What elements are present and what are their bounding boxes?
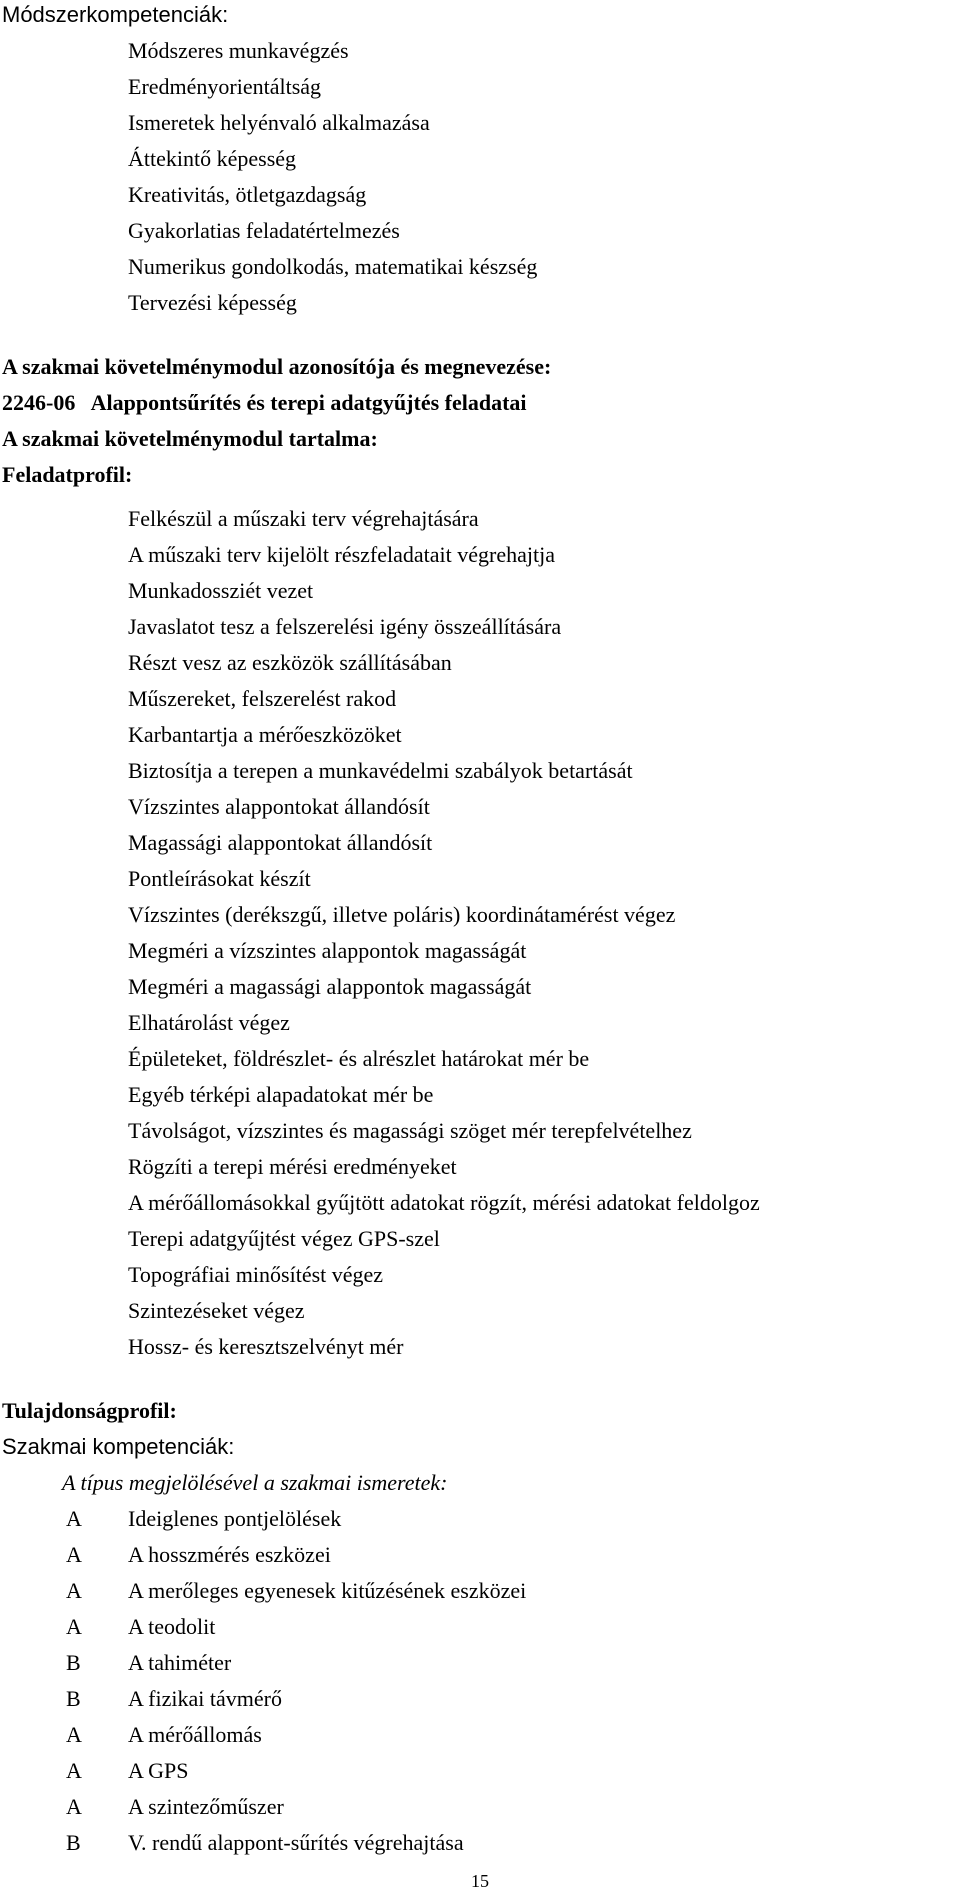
knowledge-item-text: V. rendű alappont-sűrítés végrehajtása (128, 1830, 464, 1855)
professional-competences-heading: Szakmai kompetenciák: (2, 1434, 235, 1459)
knowledge-item-text: A teodolit (128, 1614, 216, 1639)
task-profile-item: Szintezéseket végez (128, 1298, 305, 1323)
knowledge-type-code: B (66, 1650, 81, 1675)
task-profile-item: Egyéb térképi alapadatokat mér be (128, 1082, 434, 1107)
task-profile-item: Műszereket, felszerelést rakod (128, 686, 397, 711)
method-competence-item: Áttekintő képesség (128, 146, 297, 171)
method-competence-item: Tervezési képesség (128, 290, 297, 315)
task-profile-item: Megméri a vízszintes alappontok magasságát (128, 938, 527, 963)
task-profile-item: Hossz- és keresztszelvényt mér (128, 1334, 404, 1359)
knowledge-item-text: A mérőállomás (128, 1722, 262, 1747)
module-id-line: 2246-06 Alappontsűrítés és terepi adatgyűjtés feladatai (2, 390, 527, 415)
knowledge-type-code: B (66, 1830, 81, 1855)
method-competence-item: Kreativitás, ötletgazdagság (128, 182, 367, 207)
task-profile-item: Munkadossziét vezet (128, 578, 314, 603)
property-profile-heading: Tulajdonságprofil: (2, 1398, 177, 1423)
knowledge-item-text: A szintezőműszer (128, 1794, 284, 1819)
task-profile-item: Topográfiai minősítést végez (128, 1262, 384, 1287)
task-profile-item: Magassági alappontokat állandósít (128, 830, 433, 855)
module-id-heading: A szakmai követelménymodul azonosítója és megnevezése: (2, 354, 552, 379)
knowledge-type-code: A (66, 1614, 82, 1639)
task-profile-item: A műszaki terv kijelölt részfeladatait végrehajtja (128, 542, 555, 567)
knowledge-item-text: Ideiglenes pontjelölések (128, 1506, 342, 1531)
method-competence-item: Gyakorlatias feladatértelmezés (128, 218, 400, 243)
task-profile-item: Karbantartja a mérőeszközöket (128, 722, 402, 747)
task-profile-item: Elhatárolást végez (128, 1010, 290, 1035)
module-content-heading: A szakmai követelménymodul tartalma: (2, 426, 378, 451)
task-profile-item: Pontleírásokat készít (128, 866, 311, 891)
task-profile-item: Javaslatot tesz a felszerelési igény összeállítására (128, 614, 562, 639)
method-competence-item: Ismeretek helyénvaló alkalmazása (128, 110, 430, 135)
knowledge-item-text: A merőleges egyenesek kitűzésének eszközei (128, 1578, 527, 1603)
page-number: 15 (471, 1871, 489, 1891)
knowledge-type-code: A (66, 1578, 82, 1603)
task-profile-item: Rögzíti a terepi mérési eredményeket (128, 1154, 457, 1179)
task-profile-item: Terepi adatgyűjtést végez GPS-szel (128, 1226, 440, 1251)
knowledge-type-code: A (66, 1506, 82, 1531)
task-profile-item: Biztosítja a terepen a munkavédelmi szabályok betartását (128, 758, 633, 783)
method-competence-item: Numerikus gondolkodás, matematikai készség (128, 254, 538, 279)
knowledge-type-code: A (66, 1542, 82, 1567)
task-profile-item: Felkészül a műszaki terv végrehajtására (128, 506, 479, 531)
knowledge-type-code: A (66, 1794, 82, 1819)
knowledge-type-heading: A típus megjelölésével a szakmai ismeretek: (62, 1470, 448, 1495)
task-profile-item: Távolságot, vízszintes és magassági szöget mér terepfelvételhez (128, 1118, 692, 1143)
knowledge-type-code: A (66, 1758, 82, 1783)
task-profile-item: Részt vesz az eszközök szállításában (128, 650, 452, 675)
method-competences-heading: Módszerkompetenciák: (2, 2, 229, 27)
knowledge-item-text: A GPS (128, 1758, 189, 1783)
task-profile-heading: Feladatprofil: (2, 462, 133, 487)
knowledge-type-code: B (66, 1686, 81, 1711)
task-profile-item: A mérőállomásokkal gyűjtött adatokat rögzít, mérési adatokat feldolgoz (128, 1190, 760, 1215)
knowledge-item-text: A hosszmérés eszközei (128, 1542, 331, 1567)
task-profile-item: Megméri a magassági alappontok magasságát (128, 974, 532, 999)
knowledge-item-text: A tahiméter (128, 1650, 232, 1675)
knowledge-item-text: A fizikai távmérő (128, 1686, 282, 1711)
task-profile-item: Épületeket, földrészlet- és alrészlet határokat mér be (128, 1046, 590, 1071)
method-competence-item: Eredményorientáltság (128, 74, 322, 99)
task-profile-item: Vízszintes alappontokat állandósít (128, 794, 430, 819)
method-competence-item: Módszeres munkavégzés (128, 38, 349, 63)
knowledge-type-code: A (66, 1722, 82, 1747)
task-profile-item: Vízszintes (derékszgű, illetve poláris) koordinátamérést végez (128, 902, 676, 927)
